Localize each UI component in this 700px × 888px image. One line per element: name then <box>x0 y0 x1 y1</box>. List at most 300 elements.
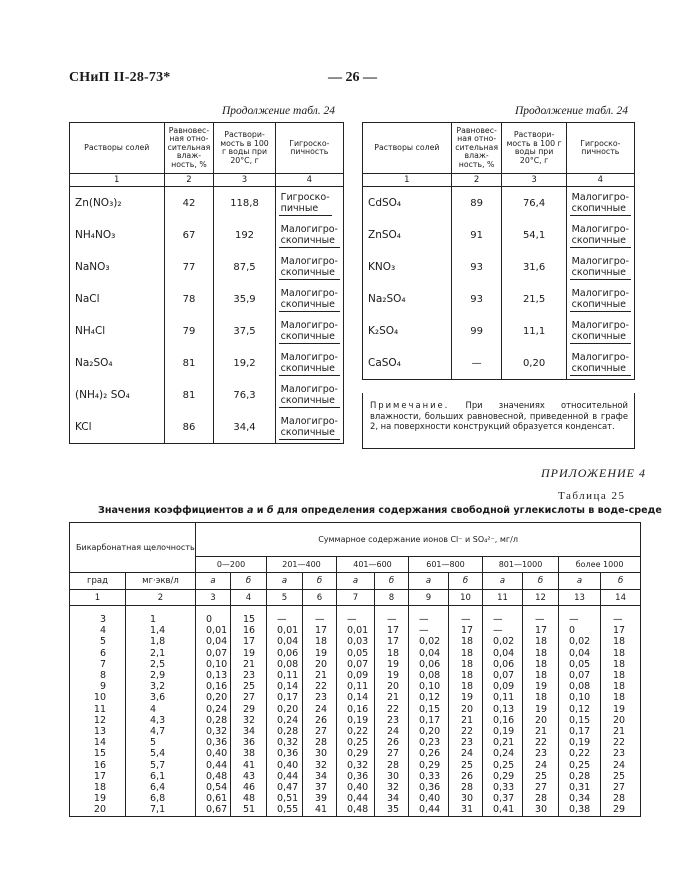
humidity-cell: 89 <box>451 187 502 220</box>
data-cell: 24 <box>387 726 400 738</box>
hygroscopicity-line2: скопичные <box>280 426 335 438</box>
data-cell: 23 <box>535 748 548 760</box>
col-number: 5 <box>267 590 303 606</box>
data-cell: 0,08 <box>569 681 591 693</box>
data-cell: 27 <box>243 692 256 704</box>
col-number: 1 <box>70 174 165 187</box>
data-cell: 0,16 <box>493 714 515 726</box>
data-cell: 3,2 <box>150 681 166 693</box>
range-header: 401—600 <box>337 557 409 573</box>
data-cell: 18 <box>613 692 626 704</box>
data-cell: 5 <box>150 737 157 749</box>
data-cell: 0,25 <box>569 759 591 771</box>
data-cell: 0,38 <box>569 804 591 816</box>
hygroscopicity-line2: скопичные <box>571 234 626 246</box>
data-cell: 30 <box>387 770 400 782</box>
data-cell: 6,4 <box>150 782 166 794</box>
data-cell: 6,8 <box>150 793 166 805</box>
solubility-cell: 118,8 <box>214 187 275 220</box>
data-cell: 19 <box>243 647 256 659</box>
data-cell: 0,10 <box>206 658 228 670</box>
data-cell: 32 <box>243 714 256 726</box>
data-cell: 0,12 <box>569 703 591 715</box>
data-cell: 0,44 <box>419 804 441 816</box>
data-cell: 0,29 <box>493 770 515 782</box>
data-cell: 0,10 <box>419 681 441 693</box>
data-cell: 0,02 <box>569 636 591 648</box>
data-cell: 28 <box>315 737 328 749</box>
data-cell: 0,44 <box>206 759 228 771</box>
humidity-cell: 78 <box>164 283 214 315</box>
hygroscopicity-text <box>279 383 340 408</box>
data-cell: 0,41 <box>493 804 515 816</box>
coef-b-header: б <box>231 573 267 590</box>
hygroscopicity-text <box>279 351 340 376</box>
data-cell: 18 <box>535 670 548 682</box>
data-cell: 3 <box>99 614 106 625</box>
humidity-cell: 77 <box>164 251 214 283</box>
data-column <box>559 606 601 817</box>
humidity-cell: 93 <box>451 251 502 283</box>
data-cell: 19 <box>387 658 400 670</box>
data-cell: 0,01 <box>206 625 228 637</box>
col-number: 4 <box>566 174 634 187</box>
data-cell: 0,44 <box>277 770 299 782</box>
hygroscopicity-line1: Малогигро- <box>571 287 629 299</box>
coef-b-header: б <box>449 573 483 590</box>
data-cell: 24 <box>613 759 626 771</box>
data-cell: 0,26 <box>419 748 441 760</box>
hygroscopicity-line1: Малогигро- <box>280 319 338 331</box>
hygroscopicity-cell <box>566 283 634 315</box>
data-cell: 19 <box>535 681 548 693</box>
data-cell: 0,02 <box>419 636 441 648</box>
data-cell: 34 <box>315 770 328 782</box>
hygroscopicity-cell <box>566 187 634 220</box>
data-cell: — <box>419 614 429 625</box>
title-coef-a: а <box>246 505 254 516</box>
data-cell: 0,25 <box>347 737 369 749</box>
data-cell: 19 <box>93 793 106 805</box>
col-number: 13 <box>559 590 601 606</box>
data-cell: 25 <box>243 681 256 693</box>
salt-cell: NH₄Cl <box>70 315 165 347</box>
col-number: 9 <box>409 590 449 606</box>
hygroscopicity-text <box>570 351 631 376</box>
solubility-cell: 34,4 <box>214 411 275 444</box>
hygroscopicity-cell <box>566 347 634 380</box>
data-cell: 18 <box>535 636 548 648</box>
solubility-cell: 35,9 <box>214 283 275 315</box>
table-row <box>70 219 344 251</box>
data-cell: 24 <box>461 748 474 760</box>
hygroscopicity-line1: Малогигро- <box>571 191 629 203</box>
data-cell: 0,11 <box>493 692 515 704</box>
data-cell: 18 <box>535 647 548 659</box>
hygroscopicity-text <box>570 255 631 280</box>
data-cell: 0,05 <box>347 647 369 659</box>
data-cell: 0,07 <box>493 670 515 682</box>
hygroscopicity-line2: скопичные <box>280 394 335 406</box>
data-cell: 17 <box>387 636 400 648</box>
data-cell: 18 <box>535 692 548 704</box>
data-cell: 0,06 <box>419 658 441 670</box>
data-cell: 5,7 <box>150 759 166 771</box>
data-cell: 7 <box>99 658 106 670</box>
solubility-cell: 19,2 <box>214 347 275 379</box>
data-cell: 0,36 <box>347 770 369 782</box>
data-column <box>449 606 483 817</box>
table-row <box>70 187 344 220</box>
data-cell: 21 <box>461 714 474 726</box>
title-part: для определения содержания свободной углекислоты в воде-среде <box>276 505 662 516</box>
table-row <box>70 251 344 283</box>
data-cell: 20 <box>613 714 626 726</box>
data-cell: 0,22 <box>569 748 591 760</box>
data-column <box>409 606 449 817</box>
data-cell: 0,29 <box>347 748 369 760</box>
data-cell: 18 <box>461 681 474 693</box>
data-cell: 0,14 <box>277 681 299 693</box>
hygroscopicity-line1: Малогигро- <box>280 383 338 395</box>
hygroscopicity-line1: Малогигро- <box>280 223 338 235</box>
data-cell: — <box>613 614 623 625</box>
data-cell: 4,7 <box>150 726 166 738</box>
hygroscopicity-line2: скопичные <box>280 362 335 374</box>
data-cell: 0,29 <box>419 759 441 771</box>
data-cell: 0,16 <box>347 703 369 715</box>
data-column <box>483 606 523 817</box>
data-cell: 18 <box>461 658 474 670</box>
data-column <box>337 606 375 817</box>
solubility-cell: 11,1 <box>502 315 566 347</box>
data-cell: 18 <box>387 647 400 659</box>
data-cell: 25 <box>535 770 548 782</box>
data-cell: 20 <box>461 703 474 715</box>
data-cell: — <box>535 614 545 625</box>
data-cell: 35 <box>387 804 400 816</box>
data-cell: 17 <box>315 625 328 637</box>
data-cell: — <box>315 614 325 625</box>
document-code: СНиП II-28-73* <box>69 70 171 85</box>
data-cell: 0,28 <box>277 726 299 738</box>
data-cell: 28 <box>387 759 400 771</box>
data-cell: 3,6 <box>150 692 166 704</box>
humidity-cell: 79 <box>164 315 214 347</box>
hygroscopicity-line2: скопичные <box>571 330 626 342</box>
table-24-right <box>362 122 635 380</box>
data-cell: 1,4 <box>150 625 166 637</box>
data-cell: 13 <box>93 726 106 738</box>
hygroscopicity-text <box>570 191 631 216</box>
table-row <box>363 347 635 380</box>
data-cell: 0,15 <box>569 714 591 726</box>
table-row <box>363 187 635 220</box>
data-cell: 0,04 <box>419 647 441 659</box>
data-column <box>267 606 303 817</box>
humidity-cell: 93 <box>451 283 502 315</box>
data-cell: 38 <box>243 748 256 760</box>
header-salt: Растворы солей <box>363 123 452 174</box>
data-cell: — <box>569 614 579 625</box>
data-cell: — <box>493 625 503 637</box>
col-number: 10 <box>449 590 483 606</box>
salt-cell: Na₂SO₄ <box>70 347 165 379</box>
header-humidity: Равновес-ная отно-сительная влаж-ность, % <box>164 123 214 174</box>
coef-a-header: а <box>196 573 231 590</box>
data-cell: 18 <box>315 636 328 648</box>
header-humidity: Равновес-ная отно-сительная влаж-ность, % <box>451 123 502 174</box>
table-data-row <box>70 606 641 817</box>
data-cell: 0,47 <box>277 782 299 794</box>
coef-b-header: б <box>601 573 641 590</box>
page-number: — 26 — <box>328 70 377 85</box>
header-salt: Растворы солей <box>70 123 165 174</box>
col-number: 2 <box>164 174 214 187</box>
table-25 <box>69 522 641 817</box>
data-cell: 29 <box>243 703 256 715</box>
note-text: При значениях относительной влажности, больших равновесной, приведенной в графе 2, на поверхности конструкций образуется конденсат. <box>370 400 628 431</box>
data-cell: 0,20 <box>419 726 441 738</box>
data-cell: 19 <box>315 647 328 659</box>
data-cell: 21 <box>243 658 256 670</box>
data-cell: 12 <box>93 714 106 726</box>
title-coef-b: б <box>266 505 274 516</box>
data-cell: 0,01 <box>347 625 369 637</box>
hygroscopicity-text <box>570 287 631 312</box>
data-cell: 0,19 <box>347 714 369 726</box>
data-cell: 1,8 <box>150 636 166 648</box>
data-cell: 32 <box>315 759 328 771</box>
data-cell: 0,48 <box>206 770 228 782</box>
data-cell: 18 <box>613 681 626 693</box>
data-cell: 25 <box>613 770 626 782</box>
hygroscopicity-cell <box>275 219 343 251</box>
header-hygroscopicity: Гигроско-пичность <box>566 123 634 174</box>
salt-cell: NaNO₃ <box>70 251 165 283</box>
data-cell: 0,67 <box>206 804 228 816</box>
data-cell: 14 <box>93 737 106 749</box>
data-cell: 0,37 <box>493 793 515 805</box>
data-cell: 1 <box>150 614 157 625</box>
coef-a-header: а <box>409 573 449 590</box>
header-hygroscopicity: Гигроско-пичность <box>275 123 343 174</box>
data-cell: 15 <box>93 748 106 760</box>
data-cell: 16 <box>243 625 256 637</box>
data-cell: 0,04 <box>206 636 228 648</box>
data-cell: 0,22 <box>347 726 369 738</box>
humidity-cell: 42 <box>164 187 214 220</box>
data-cell: 0,16 <box>206 681 228 693</box>
hygroscopicity-line2: скопичные <box>571 362 626 374</box>
data-cell: 0,33 <box>493 782 515 794</box>
coef-a-header: а <box>559 573 601 590</box>
data-cell: 36 <box>243 737 256 749</box>
hygroscopicity-cell <box>275 315 343 347</box>
table-header-row <box>363 123 635 174</box>
data-cell: 20 <box>387 681 400 693</box>
data-cell: 0,07 <box>206 647 228 659</box>
data-cell: 18 <box>535 658 548 670</box>
header-meq: мг·экв/л <box>126 573 196 590</box>
data-cell: 0,11 <box>347 681 369 693</box>
data-cell: 18 <box>461 647 474 659</box>
data-cell: 27 <box>613 782 626 794</box>
data-cell: 6,1 <box>150 770 166 782</box>
data-cell: 24 <box>315 703 328 715</box>
header-degrees: град <box>70 573 126 590</box>
data-cell: 5,4 <box>150 748 166 760</box>
data-cell: 0,40 <box>206 748 228 760</box>
salt-cell: Na₂SO₄ <box>363 283 452 315</box>
hygroscopicity-cell <box>275 379 343 411</box>
hygroscopicity-line1: Малогигро- <box>280 415 338 427</box>
column-number-row <box>70 174 344 187</box>
hygroscopicity-line1: Малогигро- <box>280 255 338 267</box>
data-cell: 22 <box>535 737 548 749</box>
data-cell: 4 <box>99 625 106 637</box>
data-cell: 51 <box>243 804 256 816</box>
salt-cell: CaSO₄ <box>363 347 452 380</box>
col-number: 8 <box>375 590 409 606</box>
data-cell: 22 <box>613 737 626 749</box>
data-cell: 22 <box>387 703 400 715</box>
data-cell: 17 <box>93 770 106 782</box>
data-cell: 21 <box>387 692 400 704</box>
data-cell: 0,01 <box>277 625 299 637</box>
table-row <box>363 251 635 283</box>
col-number: 14 <box>601 590 641 606</box>
data-cell: — <box>493 614 503 625</box>
data-cell: 0,14 <box>347 692 369 704</box>
data-cell: 28 <box>461 782 474 794</box>
hygroscopicity-cell <box>275 411 343 444</box>
data-cell: 0,36 <box>277 748 299 760</box>
hygroscopicity-cell <box>566 315 634 347</box>
hygroscopicity-text <box>279 191 332 216</box>
data-cell: 18 <box>613 670 626 682</box>
hygroscopicity-text <box>570 223 631 248</box>
data-cell: 0,13 <box>493 703 515 715</box>
col-number: 3 <box>214 174 275 187</box>
humidity-cell: 81 <box>164 347 214 379</box>
data-cell: 27 <box>535 782 548 794</box>
data-cell: 0,06 <box>277 647 299 659</box>
data-cell: 23 <box>613 748 626 760</box>
data-cell: 0,04 <box>277 636 299 648</box>
salt-cell: NH₄NO₃ <box>70 219 165 251</box>
solubility-cell: 76,4 <box>502 187 566 220</box>
data-cell: 17 <box>243 636 256 648</box>
continuation-label-left: Продолжение табл. 24 <box>222 105 335 117</box>
data-cell: 7,1 <box>150 804 166 816</box>
salt-cell: KCl <box>70 411 165 444</box>
table-25-title <box>98 505 662 516</box>
solubility-cell: 87,5 <box>214 251 275 283</box>
data-cell: 0,02 <box>493 636 515 648</box>
data-cell: 20 <box>315 658 328 670</box>
data-cell: 22 <box>315 681 328 693</box>
data-cell: 26 <box>315 714 328 726</box>
salt-cell: ZnSO₄ <box>363 219 452 251</box>
data-cell: — <box>461 614 471 625</box>
hygroscopicity-cell <box>275 283 343 315</box>
data-cell: 0,05 <box>569 658 591 670</box>
data-cell: 48 <box>243 793 256 805</box>
data-cell: 0,44 <box>347 793 369 805</box>
data-cell: 4,3 <box>150 714 166 726</box>
data-cell: 0,17 <box>277 692 299 704</box>
hygroscopicity-cell <box>275 347 343 379</box>
data-cell: — <box>347 614 357 625</box>
table-row <box>363 315 635 347</box>
table-row <box>70 411 344 444</box>
data-cell: 0,04 <box>493 647 515 659</box>
data-cell: — <box>419 625 429 637</box>
hygroscopicity-line2: скопичные <box>280 330 335 342</box>
data-cell: 18 <box>93 782 106 794</box>
range-header: 201—400 <box>267 557 337 573</box>
humidity-cell: — <box>451 347 502 380</box>
data-cell: 0,11 <box>277 670 299 682</box>
data-cell: 0 <box>206 614 213 625</box>
data-cell: — <box>387 614 397 625</box>
data-cell: 24 <box>535 759 548 771</box>
data-cell: 18 <box>613 658 626 670</box>
data-cell: 0,08 <box>419 670 441 682</box>
data-cell: 19 <box>535 703 548 715</box>
data-cell: 0,31 <box>569 782 591 794</box>
table-row <box>363 219 635 251</box>
unit-header-row <box>70 573 641 590</box>
data-cell: 17 <box>461 625 474 637</box>
hygroscopicity-line2: скопичные <box>280 234 335 246</box>
data-cell: 21 <box>613 726 626 738</box>
col-number: 1 <box>70 590 126 606</box>
data-cell: 23 <box>315 692 328 704</box>
col-number: 1 <box>363 174 452 187</box>
data-cell: 23 <box>243 670 256 682</box>
header-solubility: Раствори-мость в 100 г воды при 20°С, г <box>502 123 566 174</box>
salt-cell: K₂SO₄ <box>363 315 452 347</box>
data-cell: 0,36 <box>419 782 441 794</box>
data-cell: 21 <box>535 726 548 738</box>
data-cell: 41 <box>315 804 328 816</box>
data-cell: 20 <box>535 714 548 726</box>
data-cell: 0,10 <box>569 692 591 704</box>
data-cell: 0,09 <box>493 681 515 693</box>
data-cell: 39 <box>315 793 328 805</box>
humidity-cell: 86 <box>164 411 214 444</box>
data-cell: 10 <box>93 692 106 704</box>
column-number-row <box>70 590 641 606</box>
data-column <box>375 606 409 817</box>
data-cell: 0,32 <box>277 737 299 749</box>
data-cell: 0,06 <box>493 658 515 670</box>
data-cell: 0,40 <box>277 759 299 771</box>
hygroscopicity-cell <box>566 251 634 283</box>
data-cell: 29 <box>613 804 626 816</box>
note-label: Примечание. <box>370 400 450 410</box>
data-cell: 0,48 <box>347 804 369 816</box>
humidity-cell: 81 <box>164 379 214 411</box>
hygroscopicity-line1: Малогигро- <box>280 351 338 363</box>
data-cell: 31 <box>461 804 474 816</box>
col-number: 3 <box>502 174 566 187</box>
data-cell: 27 <box>387 748 400 760</box>
data-cell: 0,40 <box>347 782 369 794</box>
hygroscopicity-line2: пичные <box>280 202 319 214</box>
